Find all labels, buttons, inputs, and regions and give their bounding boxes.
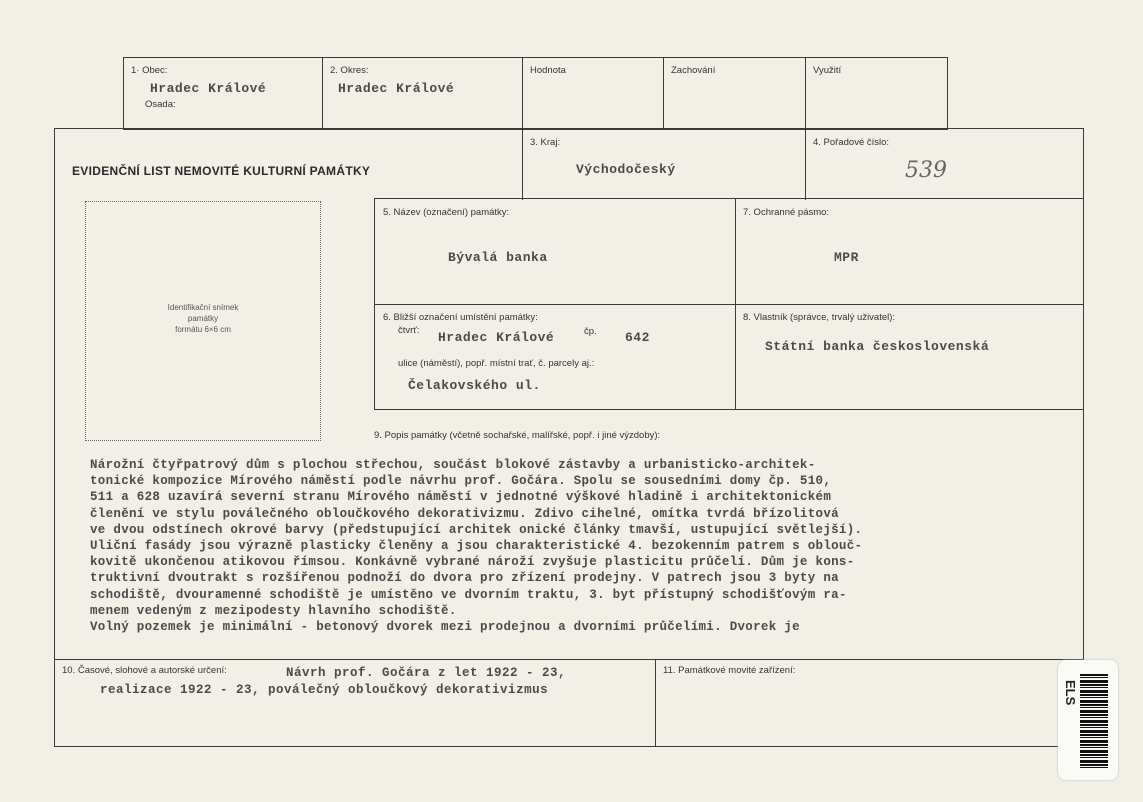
cp-value: 642 — [625, 330, 650, 345]
casove-line1: Návrh prof. Gočára z let 1922 - 23, — [286, 666, 567, 680]
popis-line: schodiště, dvouramenné schodiště je umístěno ve dvorním traktu, 3. byt přístupný schodišťovým ra- — [90, 587, 847, 602]
popis-line: 511 a 628 uzavírá severní stranu Mírového náměstí v jednotné výškové hladině i architektonickém — [90, 490, 832, 505]
vlastnik-label: 8. Vlastník (správce, trvalý uživatel): — [743, 312, 896, 323]
divider — [805, 128, 806, 200]
osada-label: Osada: — [145, 99, 176, 110]
photo-placeholder — [85, 201, 321, 441]
barcode-sticker — [1058, 660, 1118, 780]
ctvrt-label: čtvrť: — [398, 325, 420, 336]
popis-text — [90, 457, 1065, 635]
umisteni-label: 6. Bližší označení umístění památky: — [383, 312, 538, 323]
divider — [805, 57, 806, 129]
obec-value: Hradec Králové — [150, 81, 267, 96]
popis-line: Volný pozemek je minimální - betonový dvorek mezi prodejnou a dvorními průčelími. Dvorek je — [90, 620, 800, 635]
cp-label: čp. — [584, 326, 597, 337]
nazev-label: 5. Název (označení) památky: — [383, 207, 510, 218]
okres-value: Hradec Králové — [338, 81, 455, 96]
pasmo-value: MPR — [834, 250, 859, 265]
popis-line: truktivní dvoutrakt s rozšířenou podnoží do dvora pro zřízení prodejny. V patrech jsou 3 byty na — [90, 571, 839, 586]
poradove-label: 4. Pořadové číslo: — [813, 137, 890, 148]
ulice-label: ulice (náměstí), popř. místní trať, č. parcely aj.: — [398, 358, 595, 369]
divider — [663, 57, 664, 129]
divider — [374, 304, 1083, 305]
vyuziti-label: Využití — [813, 65, 842, 76]
hodnota-label: Hodnota — [530, 65, 566, 76]
divider — [322, 57, 323, 129]
popis-line: ve dvou odstínech okrové barvy (předstupující architek onické články tmavší, ustupující světlejší). — [90, 522, 863, 537]
divider — [522, 128, 523, 200]
popis-line: tonické kompozice Mírového náměstí podle návrhu prof. Gočára. Spolu se sousedními domy čp. 510, — [90, 474, 832, 489]
divider — [522, 57, 523, 129]
pasmo-label: 7. Ochranné pásmo: — [743, 207, 830, 218]
popis-line: Uliční fasády jsou výrazně plasticky členěny a jsou charakteristické 4. bezokenním patrem s oblouč- — [90, 539, 863, 554]
popis-line: menem vedeným z mezipodesty hlavního schodiště. — [90, 603, 457, 618]
nazev-value: Bývalá banka — [448, 250, 548, 265]
popis-line: členění ve stylu poválečného obloučkového dekorativizmu. Zdivo cihelné, omítka tvrdá břízolitová — [90, 506, 839, 521]
movite-label: 11. Památkové movité zařízení: — [663, 665, 796, 676]
vlastnik-value: Státní banka československá — [765, 339, 990, 354]
ctvrt-value: Hradec Králové — [438, 330, 555, 345]
kraj-value: Východočeský — [576, 162, 676, 177]
sticker-text: ELS — [1063, 680, 1078, 706]
zachovani-label: Zachování — [671, 65, 716, 76]
kraj-label: 3. Kraj: — [530, 137, 561, 148]
okres-label: 2. Okres: — [330, 65, 369, 76]
divider — [655, 659, 656, 746]
casove-line2: realizace 1922 - 23, poválečný obloučkový dekorativizmus — [100, 683, 549, 697]
popis-line: Nárožní čtyřpatrový dům s plochou střechou, součást blokové zástavby a urbanisticko-architek- — [90, 458, 816, 472]
poradove-value: 539 — [905, 158, 947, 183]
photo-text: Identifikační snímek památky formátu 6×6 cm — [167, 303, 239, 334]
form-title: EVIDENČNÍ LIST NEMOVITÉ KULTURNÍ PAMÁTKY — [72, 164, 371, 178]
barcode-icon — [1080, 674, 1108, 768]
obec-label: 1· Obec: — [131, 65, 168, 76]
ulice-value: Čelakovského ul. — [408, 378, 541, 393]
popis-line: kovitě ukončenou atikovou římsou. Konkávně vybrané nároží zvyšuje plasticitu průčelí. Dům je kons- — [90, 555, 855, 570]
popis-label: 9. Popis památky (včetně sochařské, malířské, popř. i jiné výzdoby): — [374, 430, 661, 441]
casove-label: 10. Časové, slohové a autorské určení: — [62, 665, 227, 676]
divider — [54, 659, 1083, 660]
